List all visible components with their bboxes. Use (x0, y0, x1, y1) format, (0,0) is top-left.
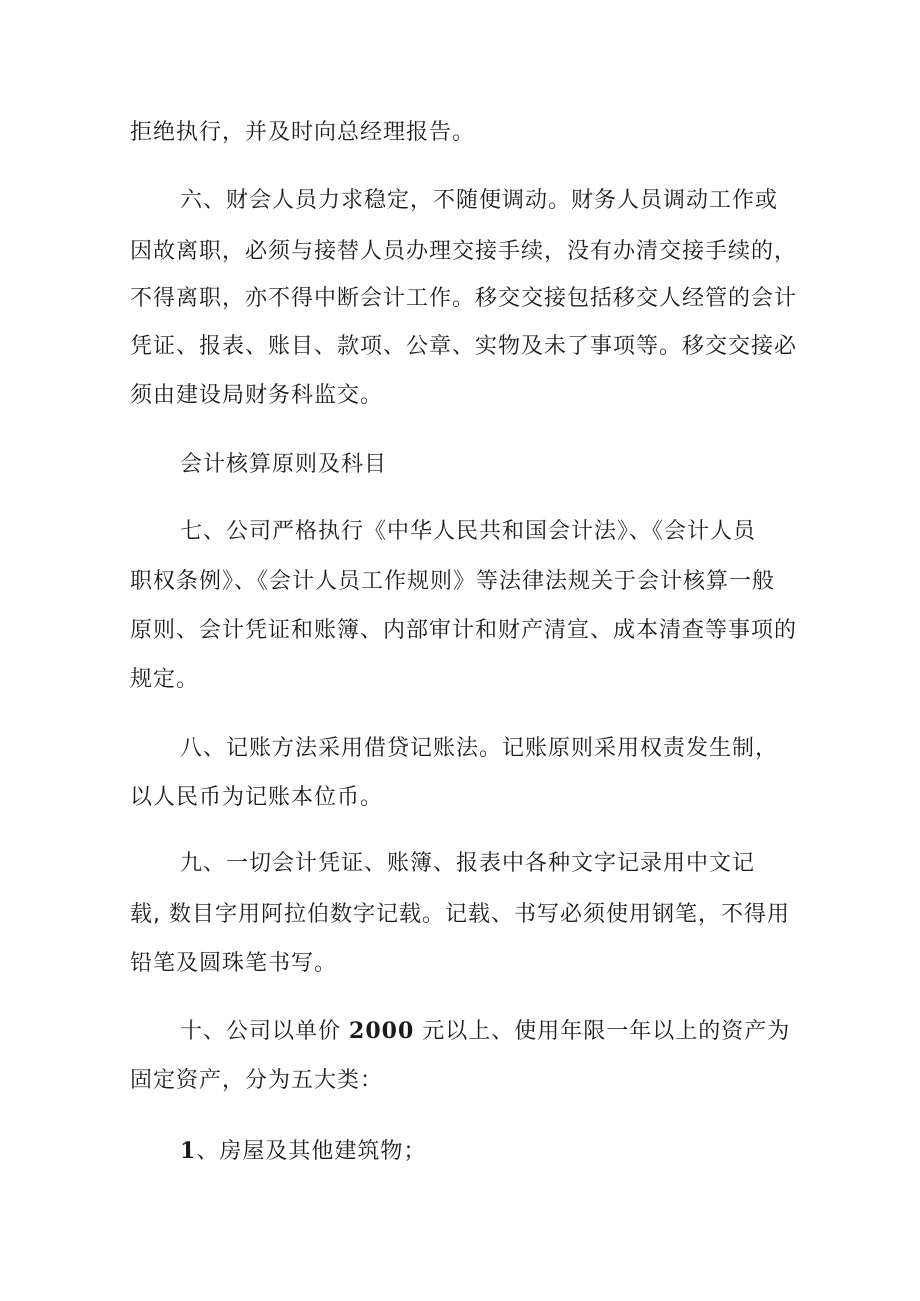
paragraph-ten-line (180, 1016, 860, 1047)
list-number: 1 (180, 1138, 197, 1164)
text-line: 载, 数目字用阿拉伯数字记载。记载、书写必须使用钢笔，不得用 (130, 902, 790, 927)
text-line: 职权条例》、《会计人员工作规则》等法律法规关于会计核算一般 (130, 569, 776, 594)
text-line: 以人民币为记账本位币。 (130, 785, 384, 810)
paragraph-nine-line: 九、一切会计凭证、账簿、报表中各种文字记录用中文记 (180, 851, 756, 876)
paragraph-six-line: 六、财会人员力求稳定，不随便调动。财务人员调动工作或 (180, 188, 779, 213)
amount-number: 2000 (349, 1018, 415, 1044)
paragraph-eight-line: 八、记账方法采用借贷记账法。记账原则采用权责发生制， (180, 736, 779, 761)
text-line: 须由建设局财务科监交。 (130, 383, 384, 408)
list-item (180, 1136, 860, 1167)
section-heading: 会计核算原则及科目 (180, 452, 388, 477)
text-line: 固定资产，分为五大类： (130, 1068, 384, 1093)
text-line: 拒绝执行，并及时向总经理报告。 (130, 120, 476, 145)
text-line: 凭证、报表、账目、款项、公章、实物及未了事项等。移交交接必 (130, 334, 798, 359)
text-segment: 元以上、使用年限一年以上的资产为 (422, 1019, 791, 1044)
text-line: 铅笔及圆珠笔书写。 (130, 951, 338, 976)
text-line: 因故离职，必须与接替人员办理交接手续，没有办清交接手续的， (130, 239, 798, 264)
paragraph-seven-line: 七、公司严格执行《中华人民共和国会计法》、《会计人员 (180, 519, 757, 544)
list-item-text: 、房屋及其他建筑物； (196, 1139, 427, 1164)
text-line: 不得离职，亦不得中断会计工作。移交交接包括移交人经管的会计 (130, 286, 798, 311)
text-line: 规定。 (130, 667, 200, 692)
text-segment: 十、公司以单价 (180, 1019, 342, 1044)
text-line: 原则、会计凭证和账簿、内部审计和财产清宣、成本清查等事项的 (130, 618, 798, 643)
